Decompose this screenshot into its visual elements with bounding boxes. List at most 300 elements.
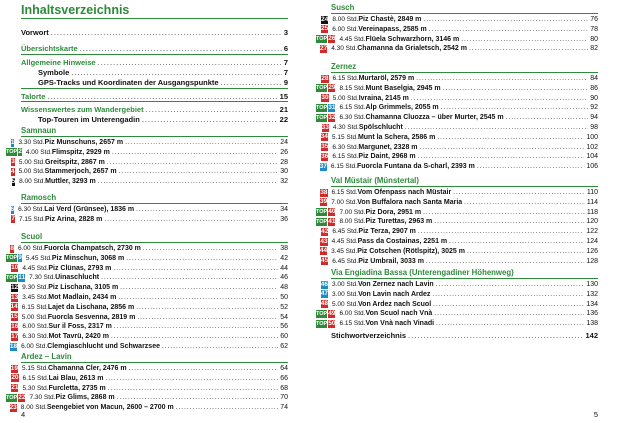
tour-row (316, 198, 598, 207)
tour-number-badge: 3 (11, 158, 15, 166)
tour-name: Fuorcla Sesvenna, 2819 m (47, 313, 136, 321)
tour-name: Piz Chastè, 2849 m (358, 16, 422, 23)
tour-row (316, 84, 598, 93)
tour-duration: 5.15 Std. (21, 365, 48, 372)
tour-row (6, 322, 288, 331)
tour-page: 98 (590, 124, 598, 131)
tour-duration: 8.00 Std. (332, 16, 359, 23)
tour-row (316, 280, 598, 289)
toc-entry (21, 105, 288, 115)
tour-name: Piz Munschuns, 2657 m (44, 139, 124, 146)
tour-row (6, 138, 288, 147)
tour-number-badge: 4 (10, 167, 15, 175)
top-badge: TOP (316, 209, 328, 216)
tour-name: Piz Glims, 2868 m (55, 394, 115, 402)
section-heading: Ramosch (21, 193, 57, 202)
dot-leader (129, 364, 279, 373)
tour-page: 78 (590, 25, 598, 33)
tour-number-badge: 6 (10, 205, 15, 213)
tour-row (316, 113, 598, 122)
tour-number-badge: 15 (10, 313, 18, 321)
tour-name: Piz Dora, 2951 m (365, 208, 422, 216)
tour-number-badge: 9 (18, 254, 22, 262)
top-badge: TOP (316, 310, 328, 317)
tour-page: 60 (280, 333, 288, 341)
tour-name: Piz Umbrail, 3033 m (358, 257, 424, 265)
tour-number-badge: 26 (328, 35, 336, 43)
toc-entry-page: 22 (279, 115, 288, 124)
tour-row (316, 133, 598, 142)
tour-duration: 8.00 Std. (19, 178, 46, 186)
tour-row (316, 237, 598, 246)
top-badge: TOP (316, 114, 328, 121)
dot-leader (441, 103, 589, 112)
dot-leader (405, 123, 588, 132)
dot-leader (101, 273, 278, 282)
top-badge (6, 206, 10, 214)
dot-leader (113, 264, 278, 273)
top-badge: TOP (316, 104, 328, 111)
tour-number-badge: 44 (319, 247, 328, 255)
dot-leader (118, 293, 278, 302)
tour-name: Chamanna da Grialetsch, 2542 m (357, 45, 467, 53)
tour-page: 90 (590, 94, 598, 102)
tour-duration: 4.45 Std. (22, 264, 49, 272)
tour-page: 38 (280, 245, 288, 252)
tour-row (6, 313, 288, 322)
dot-leader (114, 322, 278, 331)
tour-number-badge: 24 (321, 15, 329, 23)
tour-number-badge: 42 (321, 227, 329, 235)
tour-duration: 3.00 Std. (331, 281, 358, 288)
tour-number-badge: 37 (319, 162, 327, 170)
tour-page: 84 (590, 75, 598, 82)
tour-row (316, 123, 598, 132)
tour-row (316, 103, 598, 112)
tour-row (6, 283, 288, 292)
tour-number-badge: 25 (320, 25, 329, 33)
dot-leader (467, 247, 584, 256)
tour-number-badge: 17 (11, 332, 19, 340)
tour-row (316, 35, 598, 44)
tour-name: Uinaschlucht (55, 274, 100, 282)
tour-number-badge: 10 (11, 264, 19, 272)
toc-entry (21, 58, 288, 68)
tour-page: 36 (280, 215, 288, 223)
tour-name: Lajet da Lischana, 2856 m (47, 303, 135, 311)
top-badge (6, 139, 10, 147)
tour-name: Munt la Schera, 2586 m (357, 133, 436, 141)
dot-leader (80, 44, 282, 54)
tour-number-badge: 45 (320, 257, 329, 265)
toc-entry-label: Wissenswertes zum Wandergebiet (21, 105, 144, 114)
tour-name: Margunet, 2328 m (358, 143, 418, 151)
tour-number-badge: 50 (328, 319, 336, 327)
dot-leader (119, 167, 279, 176)
tour-row (6, 148, 288, 157)
top-badge (316, 143, 320, 151)
tour-page: 102 (586, 143, 598, 151)
dot-leader (136, 205, 278, 214)
tour-page: 76 (590, 16, 598, 23)
tour-row (6, 254, 288, 263)
tour-name: Chamanna Cler, 2476 m (48, 365, 127, 372)
dot-leader (436, 319, 584, 328)
tour-duration: 6.00 Std. (22, 323, 49, 331)
tour-number-badge: 36 (321, 152, 329, 160)
tour-number-badge: 30 (321, 94, 329, 102)
tour-page: 34 (280, 206, 288, 213)
tour-page: 136 (586, 310, 598, 318)
tour-duration: 4.45 Std. (331, 238, 358, 245)
tour-row (6, 332, 288, 341)
section-heading: Via Engiadina Bassa (Unterengadiner Höhenweg) (331, 268, 514, 277)
dot-leader (426, 257, 584, 266)
tour-row (6, 364, 288, 373)
tour-number-badge: 13 (10, 293, 19, 301)
tour-page: 24 (280, 139, 288, 146)
tour-page: 50 (280, 294, 288, 301)
dot-leader (453, 188, 585, 197)
dot-leader (423, 208, 585, 217)
tour-number-badge: 39 (320, 198, 328, 206)
tour-page: 74 (280, 404, 288, 412)
top-badge (316, 124, 321, 132)
tour-row (6, 393, 288, 402)
right-page (310, 0, 620, 423)
tour-duration: 6.15 Std. (330, 163, 357, 171)
tour-page: 48 (280, 284, 288, 292)
dot-leader (411, 94, 588, 103)
section-heading: Val Müstair (Münstertal) (331, 176, 419, 185)
top-badge (6, 245, 9, 253)
top-badge: TOP (316, 36, 328, 43)
toc-entry (38, 115, 288, 125)
tour-number-badge: 47 (320, 290, 329, 298)
tour-duration: 7.15 Std. (18, 215, 45, 223)
dot-leader (125, 138, 278, 147)
dot-leader (434, 217, 584, 226)
tour-name: Von Lavin nach Ardez (358, 290, 431, 298)
section-rule (21, 136, 288, 137)
top-badge (6, 303, 10, 311)
tour-page: 106 (586, 163, 598, 171)
tour-duration: 7.00 Std. (331, 198, 358, 206)
tour-number-badge: 12 (10, 283, 19, 291)
tour-row (316, 309, 598, 318)
tour-page: 44 (280, 264, 288, 272)
tour-duration: 9.30 Std. (22, 284, 49, 292)
dot-leader (469, 44, 588, 53)
tour-number-badge: 22 (18, 393, 26, 401)
toc-entry-page: 3 (283, 28, 288, 37)
toc-entry-page: 7 (283, 58, 288, 67)
tour-row (6, 384, 288, 393)
tour-name: Spölschlucht (358, 124, 403, 131)
tour-duration: 3.45 Std. (22, 294, 49, 301)
tour-duration: 4.30 Std. (331, 45, 358, 53)
section-rule (21, 242, 288, 243)
toc-entry-label: Vorwort (21, 28, 49, 37)
tour-name: Von Ardez nach Scuol (358, 300, 432, 308)
tour-name: Pass da Costainas, 2251 m (357, 238, 448, 245)
top-badge (316, 300, 320, 308)
tour-duration: 6.15 Std. (21, 303, 48, 311)
tour-page: 118 (586, 208, 598, 216)
tour-row (316, 227, 598, 236)
dot-leader (418, 152, 585, 161)
tour-duration: 6.45 Std. (332, 228, 359, 236)
dot-leader (464, 198, 585, 207)
tour-number-badge: 21 (11, 384, 19, 392)
tour-row (316, 290, 598, 299)
tour-name: Lai Blau, 2613 m (48, 374, 104, 382)
top-badge (6, 168, 10, 176)
toc-entry-label: GPS-Tracks und Koordinaten der Ausgangspunkte (38, 78, 219, 87)
tour-row (316, 188, 598, 197)
tour-name: Murtaröl, 2579 m (358, 75, 415, 82)
toc-entry-label: Top-Touren im Unterengadin (38, 115, 140, 124)
section-heading: Ardez – Lavin (21, 352, 72, 361)
page-title: Inhaltsverzeichnis (21, 3, 130, 17)
tour-name: Clemgiaschlucht und Schwarzsee (47, 343, 160, 350)
top-badge (316, 153, 320, 161)
tour-number-badge: 14 (10, 303, 18, 311)
dot-leader (105, 374, 278, 383)
top-badge (6, 384, 10, 392)
tour-number-badge: 32 (328, 113, 336, 121)
tour-number-badge: 31 (328, 103, 336, 111)
dot-leader (423, 15, 588, 24)
toc-entry-page: 21 (279, 105, 288, 114)
tour-number-badge: 5 (11, 177, 16, 185)
tour-number-badge: 41 (328, 217, 336, 225)
dot-leader (71, 68, 282, 78)
tour-page: 120 (586, 218, 598, 226)
tour-duration: 6.00 Std. (339, 310, 366, 318)
section-rule (21, 362, 288, 363)
tour-name: Piz Minschun, 3068 m (51, 254, 125, 262)
tour-duration: 6.30 Std. (332, 143, 359, 151)
tour-page: 126 (586, 247, 598, 255)
index-entry (331, 331, 598, 341)
toc-entry (38, 78, 288, 88)
heading-rule (21, 101, 288, 102)
tour-duration: 4.30 Std. (332, 124, 359, 131)
toc-entry (38, 68, 288, 78)
section-rule (331, 186, 598, 187)
tour-name: Lai Verd (Grünsee), 1836 m (44, 206, 135, 213)
top-badge: TOP (316, 85, 328, 92)
tour-name: Ivraina, 2145 m (358, 94, 409, 102)
toc-entry-label: Übersichtskarte (21, 44, 78, 53)
tour-row (6, 177, 288, 186)
tour-row (6, 273, 288, 282)
dot-leader (437, 133, 584, 142)
top-badge (316, 45, 319, 53)
tour-page: 56 (280, 323, 288, 331)
tour-duration: 4.45 Std. (339, 35, 366, 43)
tour-page: 62 (280, 343, 288, 350)
heading-rule (21, 88, 288, 89)
tour-number-badge: 33 (321, 123, 329, 131)
tour-name: Piz Cotschen (Rötlspitz), 3025 m (357, 247, 465, 255)
tour-name: Piz Terza, 2907 m (358, 228, 416, 236)
top-badge (316, 94, 320, 102)
tour-duration: 5.00 Std. (18, 168, 45, 176)
tour-duration: 6.15 Std. (339, 104, 366, 112)
toc-entry (21, 44, 288, 54)
top-badge: TOP (6, 255, 18, 262)
top-badge: TOP (6, 149, 18, 156)
dot-leader (433, 300, 584, 309)
tour-duration: 5.00 Std. (18, 158, 45, 166)
top-badge: TOP (316, 218, 328, 225)
dot-leader (51, 28, 282, 38)
tour-duration: 4.00 Std. (25, 148, 52, 156)
tour-duration: 8.00 Std. (20, 404, 47, 412)
dot-leader (418, 227, 584, 236)
tour-page: 122 (586, 228, 598, 236)
top-badge (6, 294, 10, 302)
tour-row (316, 300, 598, 309)
dot-leader (136, 303, 278, 312)
dot-leader (120, 283, 278, 292)
tour-duration: 7.30 Std. (29, 274, 56, 282)
top-badge (316, 198, 319, 206)
tour-name: Fuorcla Champatsch, 2730 m (44, 245, 141, 252)
dot-leader (137, 313, 278, 322)
tour-row (6, 167, 288, 176)
tour-page: 92 (590, 104, 598, 112)
top-badge (316, 228, 320, 236)
dot-leader (111, 332, 278, 341)
tour-page: 28 (280, 158, 288, 166)
dot-leader (142, 115, 278, 125)
tour-row (316, 319, 598, 328)
tour-name: Munt Baselgia, 2945 m (365, 84, 441, 92)
tour-number-badge: 18 (9, 342, 18, 350)
tour-row (316, 247, 598, 256)
tour-name: Piz Turettas, 2963 m (365, 218, 433, 226)
tour-name: Vom Ofenpass nach Müstair (357, 189, 452, 196)
top-badge (6, 374, 10, 382)
tour-duration: 8.15 Std. (339, 84, 366, 92)
dot-leader (506, 113, 589, 122)
dot-leader (107, 158, 278, 167)
tour-duration: 5.30 Std. (22, 384, 49, 392)
tour-number-badge: 43 (320, 237, 328, 245)
top-badge (316, 75, 320, 83)
dot-leader (104, 215, 278, 224)
dot-leader (432, 290, 584, 299)
top-badge (316, 133, 320, 141)
tour-name: Mot Madlain, 2434 m (48, 294, 117, 301)
tour-name: Piz Daint, 2968 m (358, 153, 416, 161)
top-badge (316, 247, 319, 255)
tour-page: 104 (586, 153, 598, 161)
top-badge (316, 25, 320, 33)
tour-page: 134 (586, 300, 598, 308)
section-rule (331, 278, 598, 279)
top-badge (316, 189, 319, 197)
dot-leader (429, 25, 588, 34)
tour-number-badge: 46 (320, 280, 328, 288)
dot-leader (461, 35, 588, 44)
dot-leader (449, 237, 584, 246)
tour-page: 26 (280, 148, 288, 156)
dot-leader (117, 393, 279, 402)
top-badge (6, 264, 10, 272)
tour-name: Fuorcla Funtana da S-charl, 2393 m (356, 163, 475, 171)
tour-name: Chamanna Cluozza – über Murter, 2545 m (365, 114, 504, 122)
top-badge (6, 333, 10, 341)
tour-duration: 6.30 Std. (22, 333, 49, 341)
toc-entry-page: 9 (283, 78, 288, 87)
tour-name: Von Buffalora nach Santa Maria (357, 198, 463, 206)
tour-number-badge: 19 (10, 364, 18, 372)
tour-duration: 6.15 Std. (331, 189, 358, 196)
toc-entry (21, 28, 288, 38)
dot-leader (434, 309, 584, 318)
tour-page: 138 (586, 320, 598, 328)
tour-name: Flimspitz, 2929 m (51, 148, 110, 156)
section-heading: Samnaun (21, 126, 57, 135)
dot-leader (221, 78, 282, 88)
tour-name: Piz Lischana, 3105 m (48, 284, 119, 292)
tour-duration: 6.30 Std. (339, 114, 366, 122)
tour-page: 46 (280, 274, 288, 282)
top-badge (6, 158, 10, 166)
tour-duration: 3.00 Std. (332, 290, 359, 298)
tour-page: 80 (590, 35, 598, 43)
tour-duration: 6.00 Std. (332, 25, 359, 33)
tour-row (6, 244, 288, 253)
tour-name: Von Zernez nach Lavin (357, 281, 434, 288)
tour-row (6, 158, 288, 167)
tour-number-badge: 38 (320, 188, 328, 196)
tour-row (316, 208, 598, 217)
tour-duration: 6.30 Std. (18, 206, 45, 213)
top-badge: TOP (6, 274, 18, 281)
tour-page: 100 (586, 133, 598, 141)
tour-number-badge: 34 (320, 133, 328, 141)
tour-page: 114 (586, 198, 598, 206)
tour-row (316, 152, 598, 161)
tour-page: 64 (280, 365, 288, 372)
tour-number-badge: 35 (321, 143, 329, 151)
title-rule (21, 18, 288, 19)
top-badge (316, 238, 319, 246)
section-rule (331, 72, 598, 73)
tour-row (316, 257, 598, 266)
index-page: 142 (585, 331, 598, 340)
tour-page: 110 (586, 189, 598, 196)
page-number-left: 4 (21, 410, 26, 419)
tour-name: Von Vnà nach Vinadi (365, 320, 435, 328)
tour-duration: 5.15 Std. (331, 133, 358, 141)
tour-number-badge: 29 (328, 84, 336, 92)
tour-page: 124 (586, 238, 598, 245)
top-badge (6, 178, 11, 186)
tour-row (316, 162, 598, 171)
tour-duration: 6.00 Std. (21, 343, 48, 350)
tour-row (316, 74, 598, 83)
tour-number-badge: 23 (9, 403, 17, 411)
tour-number-badge: 20 (11, 374, 19, 382)
tour-page: 132 (586, 290, 598, 298)
tour-duration: 7.30 Std. (29, 394, 56, 402)
